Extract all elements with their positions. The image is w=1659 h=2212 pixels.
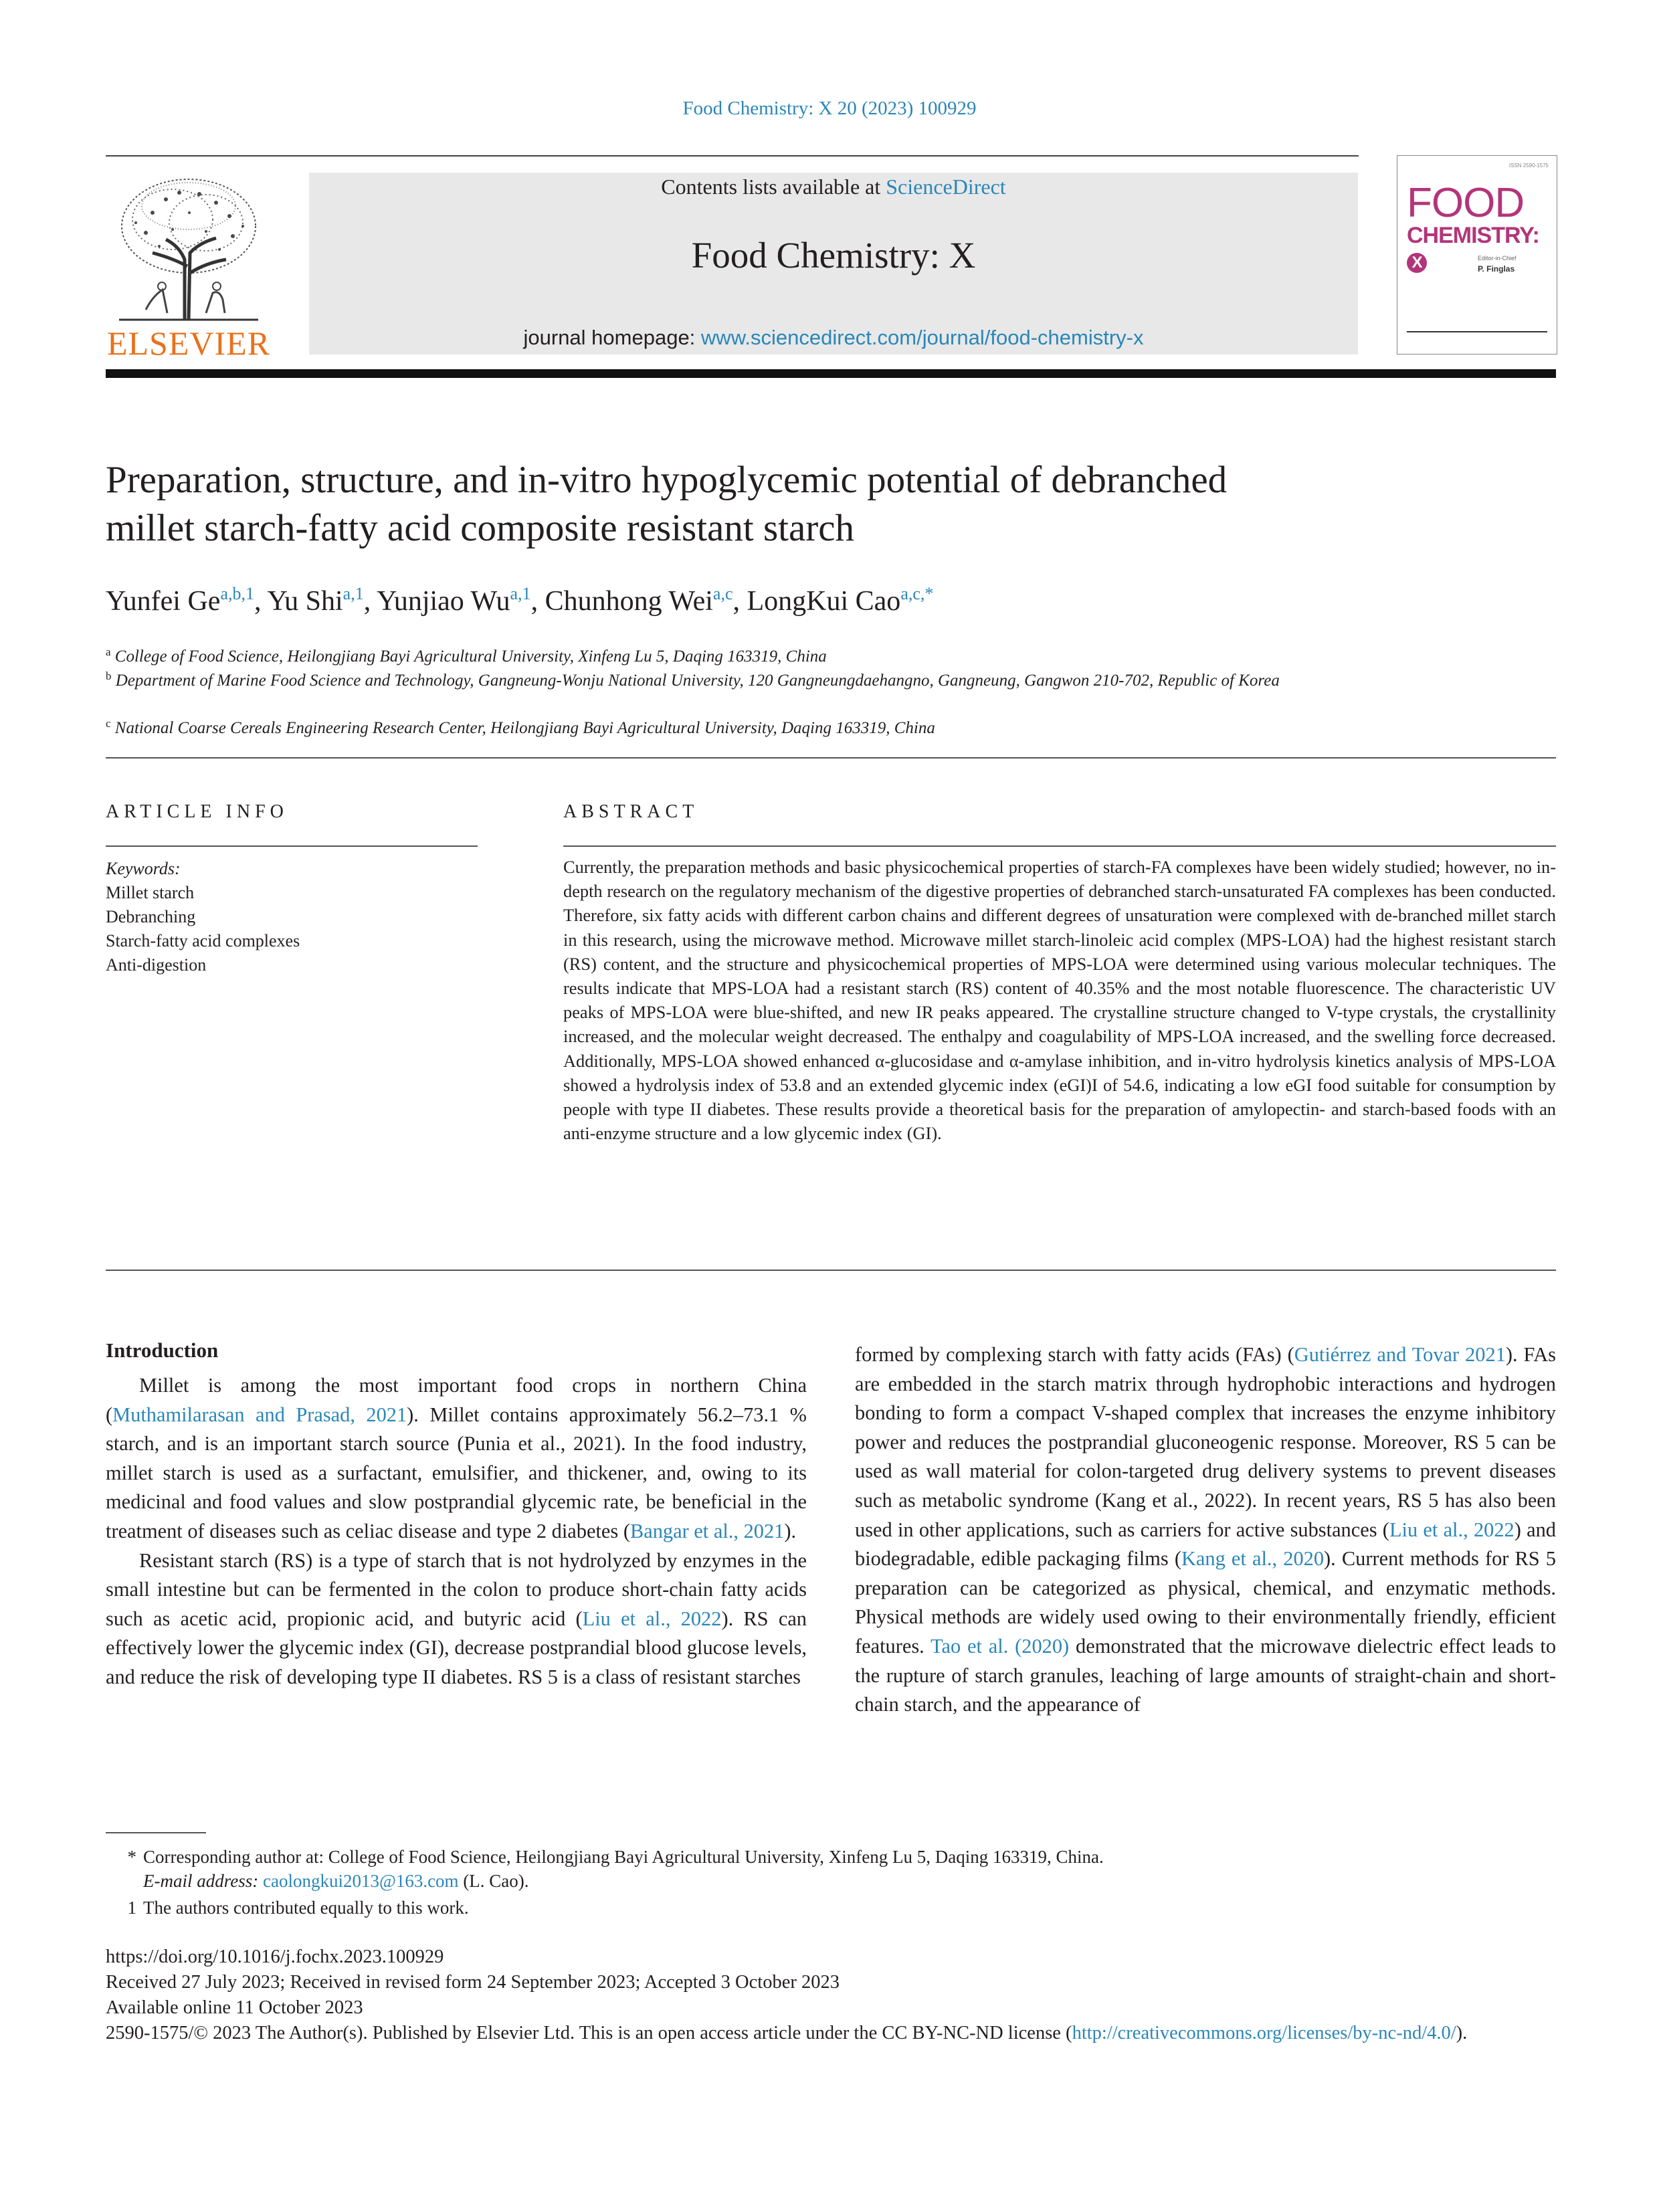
received-dates: Received 27 July 2023; Received in revised form 24 September 2023; Accepted 3 October 2023 xyxy=(106,1972,840,1993)
footnote-text: Corresponding author at: College of Food Science, Heilongjiang Bayi Agricultural University, Xinfeng Lu 5, Daqing 163319, China. xyxy=(143,1847,1104,1867)
header-rule xyxy=(106,155,1359,157)
author-list xyxy=(106,584,933,617)
title-line-1: Preparation, structure, and in-vitro hypoglycemic potential of debranched xyxy=(106,459,1228,501)
footnote-text: The authors contributed equally to this work. xyxy=(143,1898,469,1918)
citation-link[interactable]: Tao et al. (2020) xyxy=(931,1634,1070,1657)
homepage-link[interactable]: www.sciencedirect.com/journal/food-chemistry-x xyxy=(700,326,1144,349)
author-affiliation-marks[interactable]: a,1 xyxy=(510,584,531,603)
cover-title-food: FOOD xyxy=(1407,180,1525,226)
author-separator: , xyxy=(363,586,377,617)
footnote-equal xyxy=(106,1896,469,1920)
license-link[interactable]: http://creativecommons.org/licenses/by-nc-nd/4.0/ xyxy=(1072,2023,1456,2043)
author-separator: , xyxy=(530,586,545,617)
email-label: E-mail address: xyxy=(143,1871,259,1891)
introduction-heading: Introduction xyxy=(106,1338,219,1362)
email-suffix: (L. Cao). xyxy=(458,1871,529,1891)
keyword[interactable]: Anti-digestion xyxy=(106,955,207,975)
text-run: demonstrated that the microwave dielectric effect leads to the rupture of starch granules, leaching of large amounts of straight-chain and short-chain starch, and the appearance of xyxy=(855,1634,1557,1716)
paragraph xyxy=(106,1546,807,1692)
author-affiliation-marks[interactable]: a,c,* xyxy=(900,584,934,603)
abstract-rule xyxy=(563,845,1556,847)
keywords-label: Keywords: xyxy=(106,859,181,878)
text-run: ) and biodegradable, edible packaging films ( xyxy=(855,1518,1556,1571)
paragraph xyxy=(855,1340,1556,1720)
author-affiliation-marks[interactable]: a,b,1 xyxy=(220,584,254,603)
footnote-mark: 1 xyxy=(127,1898,136,1918)
title-line-2: millet starch-fatty acid composite resistant starch xyxy=(106,507,855,549)
license-suffix: ). xyxy=(1456,2023,1468,2043)
doi-link[interactable]: https://doi.org/10.1016/j.fochx.2023.100929 xyxy=(106,1946,444,1967)
header-thick-rule xyxy=(106,369,1556,378)
divider-after-abstract xyxy=(106,1270,1556,1271)
elsevier-logo[interactable] xyxy=(106,173,272,362)
cover-title-chemistry-text: CHEMISTRY: xyxy=(1407,223,1539,248)
keyword[interactable]: Starch-fatty acid complexes xyxy=(106,931,300,950)
abstract-text: Currently, the preparation methods and basic physicochemical properties of starch-FA complexes have been widely studied; however, no in-depth research on the regulatory mechanism of the digestive properties of debranched starch-unsaturated FA complexes has been conducted. Therefore, six fatty acids with different carbon chains and different degrees of unsaturation were complexed with de-branched millet starch in this research, using the microwave method. Microwave millet starch-linoleic acid complex (MPS-LOA) had the highest resistant starch (RS) content, and the structure and physicochemical properties of MPS-LOA were determined using various molecular techniques. The results indicate that MPS-LOA had a resistant starch (RS) content of 40.35% and the most notable fluorescence. The characteristic UV peaks of MPS-LOA were blue-shifted, and new IR peaks appeared. The crystalline structure changed to V-type crystals, the crystallinity increased, and the molecular weight decreased. The enthalpy and coagulability of MPS-LOA increased, and the swelling force decreased. Additionally, MPS-LOA showed enhanced α-glucosidase and α-amylase inhibition, and in-vitro hydrolysis kinetics analysis of MPS-LOA showed a hydrolysis index of 53.8 and an extended glycemic index (eGI)I of 54.6, indicating a low eGI food suitable for consumption by people with type II diabetes. These results provide a theoretical basis for the preparation of amylopectin- and starch-based foods with an anti-enzyme structure and a low glycemic index (GI). xyxy=(563,857,1557,1144)
affiliation-text: National Coarse Cereals Engineering Research Center, Heilongjiang Bayi Agricultural University, Daqing 163319, China xyxy=(114,719,935,737)
author-name[interactable]: LongKui Cao xyxy=(747,586,901,617)
keyword[interactable]: Millet starch xyxy=(106,883,195,902)
citation-link[interactable]: Kang et al., 2020 xyxy=(1181,1547,1325,1571)
text-run: Millet is among the most important food crops in northern China ( xyxy=(106,1374,807,1426)
footnote-mark: * xyxy=(127,1847,136,1867)
journal-citation[interactable]: Food Chemistry: X 20 (2023) 100929 xyxy=(682,98,977,119)
email-link[interactable]: caolongkui2013@163.com xyxy=(262,1871,459,1891)
text-run: Resistant starch (RS) is a type of starch that is not hydrolyzed by enzymes in the small intestine but can be fermented in the colon to produce short-chain fatty acids such as acetic acid, propionic acid, and butyric acid ( xyxy=(106,1548,807,1630)
text-run: ). RS can effectively lower the glycemic index (GI), decrease postprandial blood glucose levels, and reduce the risk of developing type II diabetes. RS 5 is a class of resistant starches xyxy=(106,1607,807,1688)
license-line xyxy=(106,2021,1557,2045)
affiliation-c xyxy=(106,712,1377,740)
cover-footer-rule xyxy=(1407,331,1547,332)
text-run: ). xyxy=(784,1519,797,1542)
contents-line xyxy=(309,175,1358,199)
affiliation-b xyxy=(106,664,1363,693)
citation-link[interactable]: Muthamilarasan and Prasad, 2021 xyxy=(112,1403,407,1426)
text-run: formed by complexing starch with fatty acids (FAs) ( xyxy=(855,1343,1294,1366)
affiliation-text: Department of Marine Food Science and Technology, Gangneung-Wonju National University, 120 Gangneungdaehangno, Gangneung, Gangwon 210-702, Republic of Korea xyxy=(115,672,1280,690)
contents-prefix: Contents lists available at xyxy=(661,175,886,199)
divider-after-affiliations xyxy=(106,757,1556,759)
cover-editor: P. Finglas xyxy=(1478,264,1515,274)
footnote-email xyxy=(106,1869,529,1893)
body-column-left xyxy=(106,1371,807,1692)
license-prefix: 2590-1575/© 2023 The Author(s). Published by Elsevier Ltd. This is an open access article under the CC BY-NC-ND license ( xyxy=(106,2023,1072,2043)
elsevier-tree-icon xyxy=(106,173,272,323)
journal-homepage xyxy=(309,326,1358,350)
author-name[interactable]: Yunjiao Wu xyxy=(377,586,510,617)
text-run: ). Current methods for RS 5 preparation can be categorized as physical, chemical, and enzymatic methods. Physical methods are widely used owing to their environmentally friendly, efficient features. xyxy=(855,1547,1557,1657)
cover-editor-label: Editor-in-Chief xyxy=(1478,255,1517,262)
journal-banner xyxy=(309,173,1358,355)
sciencedirect-link[interactable]: ScienceDirect xyxy=(886,175,1006,199)
footnote-rule xyxy=(106,1832,206,1833)
article-info-heading: ARTICLE INFO xyxy=(106,801,288,822)
journal-name: Food Chemistry: X xyxy=(691,235,976,276)
journal-cover-thumbnail[interactable] xyxy=(1397,155,1557,355)
cover-issn: ISSN 2590-1575 xyxy=(1508,163,1549,169)
footnote-corresponding xyxy=(106,1845,1104,1869)
cover-x-badge: X xyxy=(1407,253,1427,273)
author-separator: , xyxy=(733,586,747,617)
author-name[interactable]: Yunfei Ge xyxy=(106,586,221,617)
paragraph xyxy=(106,1371,807,1546)
affiliation-mark: c xyxy=(106,717,111,730)
author-affiliation-marks[interactable]: a,c xyxy=(712,584,733,603)
text-run: ). Millet contains approximately 56.2–73.1 % starch, and is an important starch source (Punia et al., 2021). In the food industry, millet starch is used as a surfactant, emulsifier, and thickener, and, owing to its medicinal and food values and slow postprandial glycemic rate, be beneficial in the treatment of diseases such as celiac disease and type 2 diabetes ( xyxy=(106,1403,807,1542)
author-name[interactable]: Yu Shi xyxy=(267,586,343,617)
article-info-rule xyxy=(106,845,478,847)
citation-link[interactable]: Bangar et al., 2021 xyxy=(629,1519,785,1542)
citation-link[interactable]: Gutiérrez and Tovar 2021 xyxy=(1294,1343,1506,1366)
author-separator: , xyxy=(254,586,268,617)
elsevier-wordmark: ELSEVIER xyxy=(106,324,271,362)
keyword[interactable]: Debranching xyxy=(106,907,196,926)
keywords-block xyxy=(106,857,300,977)
citation-link[interactable]: Liu et al., 2022 xyxy=(1389,1518,1515,1541)
abstract-heading: ABSTRACT xyxy=(563,801,699,822)
article-title xyxy=(106,456,1510,552)
author-affiliation-marks[interactable]: a,1 xyxy=(343,584,364,603)
available-online: Available online 11 October 2023 xyxy=(106,1997,363,2018)
affiliation-mark: a xyxy=(106,645,111,658)
author-name[interactable]: Chunhong Wei xyxy=(545,586,713,617)
homepage-prefix: journal homepage: xyxy=(523,326,701,349)
body-column-right xyxy=(855,1340,1556,1720)
affiliation-mark: b xyxy=(106,670,112,682)
affiliation-text: College of Food Science, Heilongjiang Bayi Agricultural University, Xinfeng Lu 5, Daqing 163319, China xyxy=(114,647,827,666)
citation-link[interactable]: Liu et al., 2022 xyxy=(582,1607,722,1630)
text-run: ). FAs are embedded in the starch matrix through hydrophobic interactions and hydrogen bonding to form a compact V-shaped complex that increases the enzyme inhibitory power and reduces the postprandial gluconeogenic response. Moreover, RS 5 can be used as wall material for colon-targeted drug delivery systems to prevent diseases such as metabolic syndrome (Kang et al., 2022). In recent years, RS 5 has also been used in other applications, such as carriers for active substances ( xyxy=(855,1343,1556,1541)
